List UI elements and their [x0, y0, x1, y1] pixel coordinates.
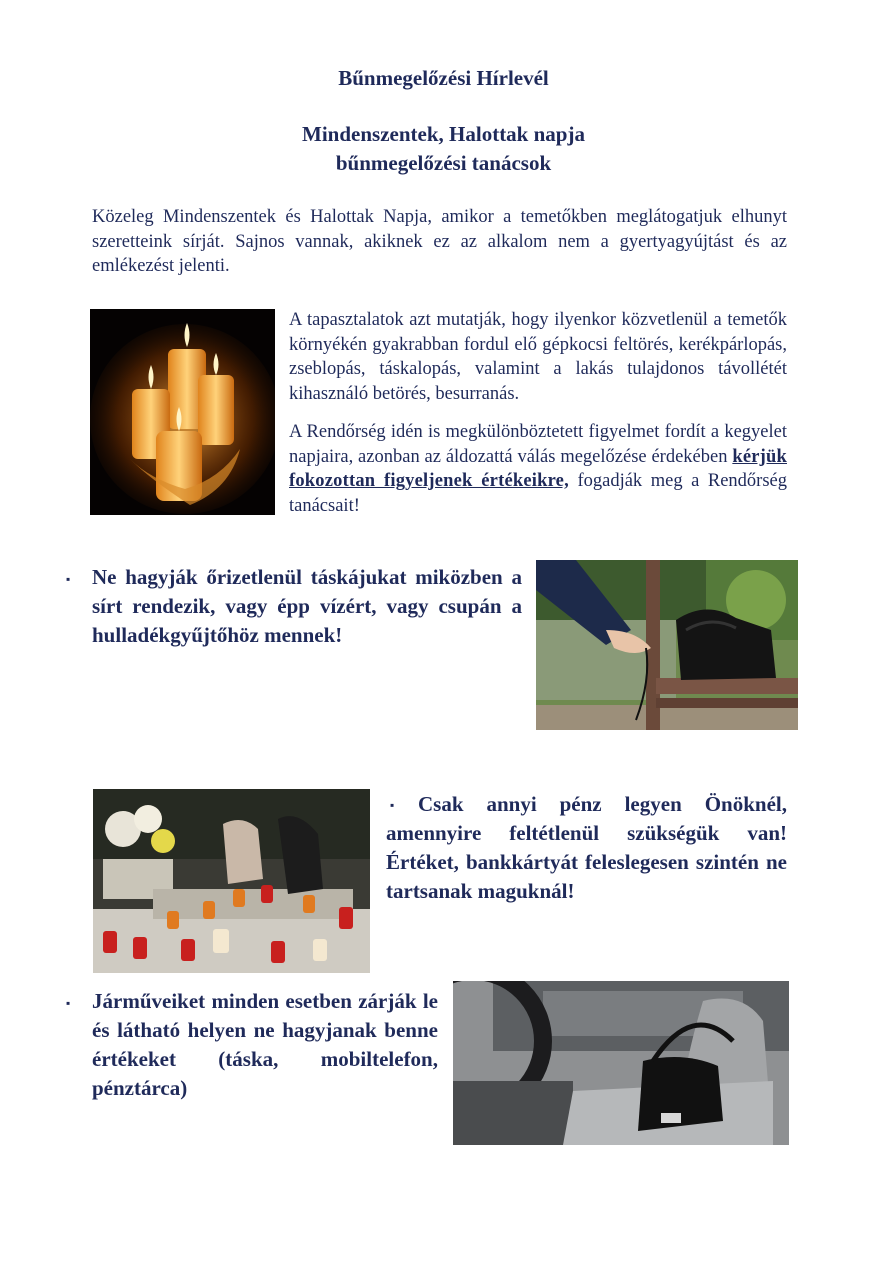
newsletter-title: Bűnmegelőzési Hírlevél: [338, 66, 549, 90]
candles-paragraph-2: [289, 420, 787, 518]
candles-photo: [90, 309, 275, 515]
tip-2-text: Csak annyi pénz legyen Önöknél, amennyire feltétlenül szükségük van! Értéket, bankkártyát feleslegesen szintén ne tartsanak maguknál!: [386, 792, 787, 903]
handbag-on-bench-photo: [536, 560, 798, 730]
candles-paragraph-1: A tapasztalatok azt mutatják, hogy ilyenkor közvetlenül a temetők környékén gyakrabban fordul elő gépkocsi feltörés, kerékpárlopás, zseblopás, táskalopás, valamint a lakás tulajdonos távollétét kihasználó betörés, besurranás.: [289, 310, 787, 404]
paragraph-2-text-before: A Rendőrség idén is megkülönböztetett figyelmet fordít a kegyelet napjaira, azonban az áldozattá válás megelőzése érdekében: [289, 422, 787, 467]
intro-paragraph: Közeleg Mindenszentek és Halottak Napja, amikor a temetőkben meglátogatjuk elhunyt szeretteink sírját. Sajnos vannak, akiknek ez az alkalom nem a gyertyagyújtást és az emlékezést jelenti.: [92, 207, 787, 276]
paragraph-2-text-after: fogadják meg a Rendőrség tanácsait!: [289, 471, 787, 516]
tip-1-bullet: ▪: [66, 572, 71, 586]
tip-3-bullet: ▪: [66, 996, 71, 1010]
cemetery-candles-photo: [93, 789, 370, 973]
page-subtitle-line1: Mindenszentek, Halottak napja: [302, 122, 585, 146]
page-subtitle-line2: bűnmegelőzési tanácsok: [335, 151, 552, 175]
values-warning-link[interactable]: kérjük fokozottan figyeljenek értékeikre,: [289, 446, 787, 491]
tip-3-text: Járműveiket minden esetben zárják le és látható helyen ne hagyjanak benne értékeket (táska, mobiltelefon, pénztárca): [92, 989, 438, 1100]
bag-in-car-photo: [453, 981, 789, 1145]
tip-2-bullet: ▪: [390, 798, 395, 812]
tip-1-text: Ne hagyják őrizetlenül táskájukat miközben a sírt rendezik, vagy épp vízért, vagy csupán a hulladékgyűjtőhöz mennek!: [92, 565, 522, 647]
